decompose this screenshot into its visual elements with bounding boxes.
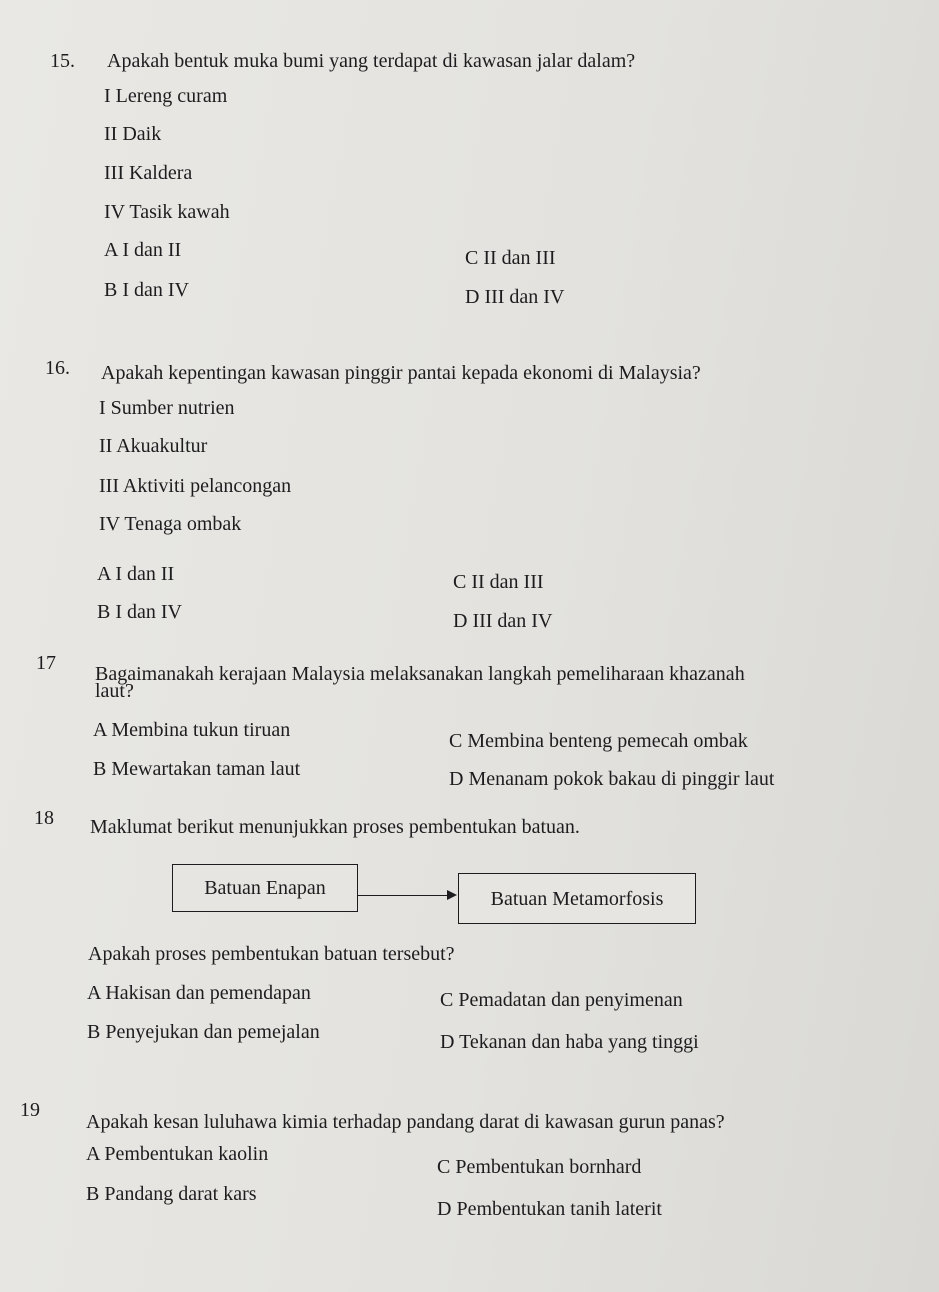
q16-statement-4: IV Tenaga ombak — [99, 513, 242, 535]
q16-option-b[interactable]: B I dan IV — [97, 601, 182, 623]
q19-number: 19 — [20, 1099, 40, 1121]
q18-option-d[interactable]: D Tekanan dan haba yang tinggi — [440, 1031, 699, 1053]
q18-number: 18 — [34, 807, 54, 829]
q15-statement-3: III Kaldera — [104, 162, 193, 184]
diagram-box-batuan-enapan-label: Batuan Enapan — [204, 877, 326, 899]
q19-option-b[interactable]: B Pandang darat kars — [86, 1183, 257, 1205]
q16-statement-2: II Akuakultur — [99, 435, 208, 457]
diagram-box-batuan-enapan — [172, 864, 358, 912]
diagram-arrow-line — [358, 895, 447, 896]
q17-option-d[interactable]: D Menanam pokok bakau di pinggir laut — [449, 768, 775, 790]
q19-option-a[interactable]: A Pembentukan kaolin — [86, 1143, 269, 1165]
q18-option-a[interactable]: A Hakisan dan pemendapan — [87, 982, 311, 1004]
q16-statement-3: III Aktiviti pelancongan — [99, 475, 292, 497]
diagram-arrow-head-icon — [447, 890, 457, 900]
q18-subquestion: Apakah proses pembentukan batuan tersebut? — [88, 943, 455, 965]
q19-option-c[interactable]: C Pembentukan bornhard — [437, 1156, 642, 1178]
q18-option-c[interactable]: C Pemadatan dan penyimenan — [440, 989, 683, 1011]
q19-question: Apakah kesan luluhawa kimia terhadap pandang darat di kawasan gurun panas? — [86, 1111, 725, 1133]
q17-option-c[interactable]: C Membina benteng pemecah ombak — [449, 730, 748, 752]
q19-option-d[interactable]: D Pembentukan tanih laterit — [437, 1198, 662, 1220]
q15-question: Apakah bentuk muka bumi yang terdapat di kawasan jalar dalam? — [107, 50, 636, 72]
q15-option-a[interactable]: A I dan II — [104, 239, 182, 261]
q17-option-b[interactable]: B Mewartakan taman laut — [93, 758, 301, 780]
q16-option-a[interactable]: A I dan II — [97, 563, 175, 585]
q16-statement-1: I Sumber nutrien — [99, 397, 235, 419]
q17-question-line2: laut? — [95, 680, 134, 702]
q18-question: Maklumat berikut menunjukkan proses pembentukan batuan. — [90, 816, 580, 838]
q15-statement-1: I Lereng curam — [104, 85, 228, 107]
q16-question: Apakah kepentingan kawasan pinggir pantai kepada ekonomi di Malaysia? — [101, 362, 701, 384]
q16-option-c[interactable]: C II dan III — [453, 571, 544, 593]
diagram-box-batuan-metamorfosis — [458, 873, 696, 924]
q15-number: 15. — [50, 50, 75, 72]
q15-statement-4: IV Tasik kawah — [104, 201, 230, 223]
q17-question-line1: Bagaimanakah kerajaan Malaysia melaksanakan langkah pemeliharaan khazanah — [95, 663, 745, 685]
q15-statement-2: II Daik — [104, 123, 162, 145]
q15-option-b[interactable]: B I dan IV — [104, 279, 189, 301]
q16-option-d[interactable]: D III dan IV — [453, 610, 553, 632]
q15-option-c[interactable]: C II dan III — [465, 247, 556, 269]
q16-number: 16. — [45, 357, 70, 379]
q17-option-a[interactable]: A Membina tukun tiruan — [93, 719, 291, 741]
q15-option-d[interactable]: D III dan IV — [465, 286, 565, 308]
q18-option-b[interactable]: B Penyejukan dan pemejalan — [87, 1021, 320, 1043]
q17-number: 17 — [36, 652, 56, 674]
diagram-box-batuan-metamorfosis-label: Batuan Metamorfosis — [490, 887, 664, 910]
